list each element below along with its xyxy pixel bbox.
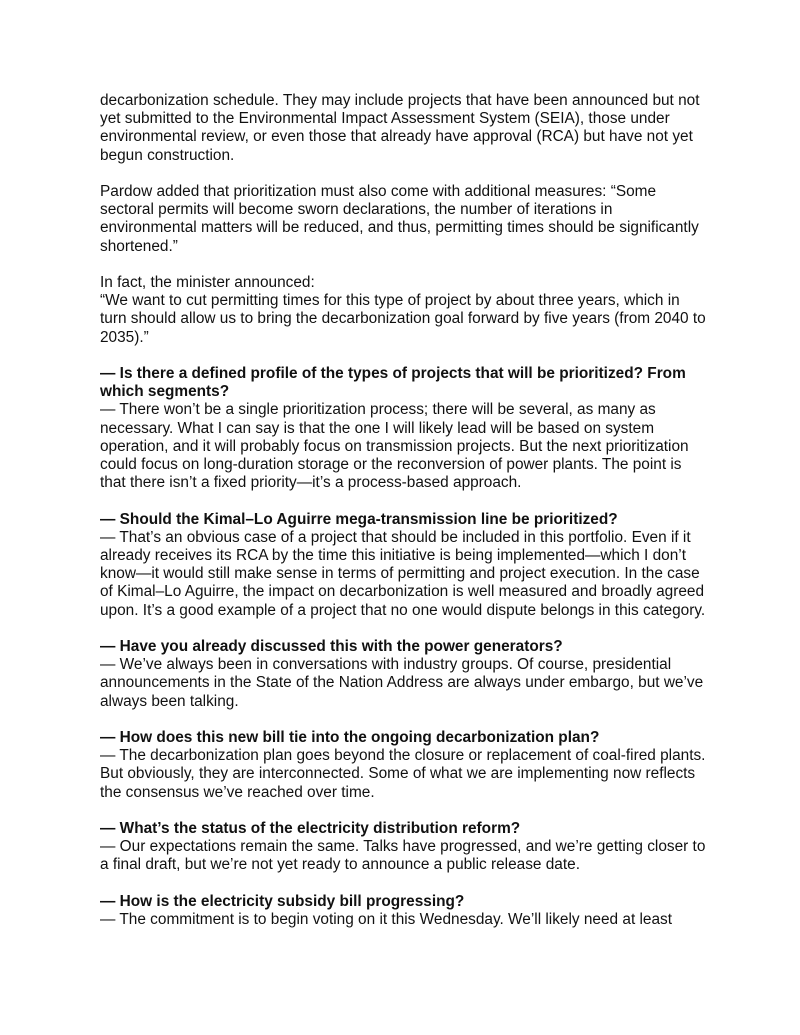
paragraph-seia: decarbonization schedule. They may include projects that have been announced but not yet submitted to the Environmental Impact Assessment System (SEIA), those under environmental review, or even those that already have approval (RCA) but have not yet begun construction.	[100, 92, 700, 164]
question-text: — How is the electricity subsidy bill progressing?	[100, 892, 465, 910]
qa-item-distribution-reform	[100, 820, 706, 875]
paragraph-pardow: Pardow added that prioritization must also come with additional measures: “Some sectoral permits will become sworn declarations, the number of iterations in environmental matters will be reduced, and thus, permitting times should be significantly shortened.”	[100, 183, 699, 255]
question-text: — How does this new bill tie into the ongoing decarbonization plan?	[100, 729, 600, 747]
document-page	[100, 92, 706, 947]
question-text: — Have you already discussed this with the power generators?	[100, 638, 563, 656]
question-text: — Is there a defined profile of the types of projects that will be prioritized? From which segments?	[100, 365, 686, 401]
answer-text: — The commitment is to begin voting on it this Wednesday. We’ll likely need at least	[100, 911, 673, 929]
question-text: — Should the Kimal–Lo Aguirre mega-transmission line be prioritized?	[100, 510, 618, 528]
question-text: — What’s the status of the electricity distribution reform?	[100, 820, 521, 838]
qa-item-generators	[100, 638, 706, 711]
answer-text: — Our expectations remain the same. Talks have progressed, and we’re getting closer to a final draft, but we’re not yet ready to announce a public release date.	[100, 838, 706, 874]
answer-text: — The decarbonization plan goes beyond the closure or replacement of coal-fired plants. But obviously, they are interconnected. Some of what we are implementing now reflects the consensus we’ve reached over time.	[100, 747, 706, 801]
announcement-block	[100, 274, 706, 347]
qa-item-decarbonization-plan	[100, 729, 706, 802]
answer-text: — There won’t be a single prioritization process; there will be several, as many as necessary. What I can say is that the one I will likely lead will be based on system operation, and it will probably focus on transmission projects. But the next prioritization could focus on long-duration storage or the reconversion of power plants. The point is that there isn’t a fixed priority—it’s a process-based approach.	[100, 401, 689, 492]
answer-text: — That’s an obvious case of a project that should be included in this portfolio. Even if it already receives its RCA by the time this initiative is being implemented—which I don’t know—it would still make sense in terms of permitting and project execution. In the case of Kimal–Lo Aguirre, the impact on decarbonization is well measured and broadly agreed upon. It’s a good example of a project that no one would dispute belongs in this category.	[100, 528, 706, 619]
announcement-quote: “We want to cut permitting times for this type of project by about three years, which in turn should allow us to bring the decarbonization goal forward by five years (from 2040 to 2035).”	[100, 292, 706, 346]
answer-text: — We’ve always been in conversations with industry groups. Of course, presidential announcements in the State of the Nation Address are always under embargo, but we’ve always been talking.	[100, 656, 704, 710]
qa-item-profile	[100, 365, 706, 492]
qa-item-subsidy-bill	[100, 893, 706, 929]
qa-item-kimal	[100, 511, 706, 620]
announcement-intro: In fact, the minister announced:	[100, 274, 315, 291]
